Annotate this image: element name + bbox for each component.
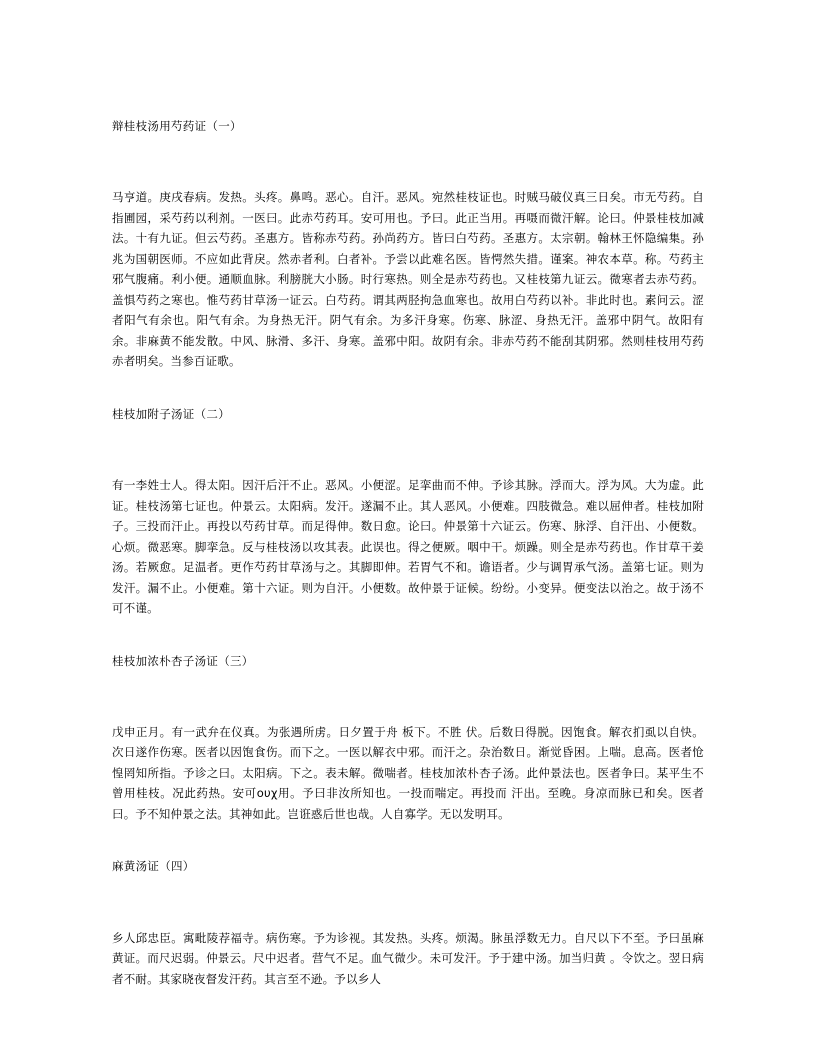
section-2 xyxy=(112,406,704,619)
section-1 xyxy=(112,118,704,372)
section-heading: 辩桂枝汤用芍药证（一） xyxy=(112,119,242,133)
section-heading: 桂枝加附子汤证（二） xyxy=(112,406,230,421)
section-body: 乡人邱忠臣。寓毗陵荐福寺。病伤寒。予为诊视。其发热。头疼。烦渴。脉虽浮数无力。自尺以下不至。予曰虽麻黄证。而尺迟弱。仲景云。尺中迟者。营气不足。血气微少。未可发汗。予于建中汤。加当归黄 。令饮之。翌日病者不耐。其家晓夜督发汗药。其言至不逊。予以乡人 xyxy=(112,930,704,986)
section-heading: 桂枝加浓朴杏子汤证（三） xyxy=(112,653,254,668)
section-body: 有一李姓士人。得太阳。因汗后汗不止。恶风。小便涩。足挛曲而不伸。予诊其脉。浮而大。浮为风。大为虚。此证。桂枝汤第七证也。仲景云。太阳病。发汗。遂漏不止。其人恶风。小便难。四肢微急。难以屈伸者。桂枝加附子。三投而汗止。再投以芍药甘草。而足得伸。数日愈。论曰。仲景第十六证云。伤寒、脉浮、自汗出、小便数。心烦。微恶寒。脚挛急。反与桂枝汤以攻其表。此误也。得之便厥。咽中干。烦躁。则全是赤芍药也。作甘草干姜汤。若厥愈。足温者。更作芍药甘草汤与之。其脚即伸。若胃气不和。谵语者。少与调胃承气汤。盖第七证。则为发汗。漏不止。小便难。第十六证。则为自汗。小便数。故仲景于证候。纷纷。小变异。便变法以治之。故于汤不可不谨。 xyxy=(112,478,704,615)
section-heading: 麻黄汤证（四） xyxy=(112,859,195,874)
section-body: 戊申正月。有一武弁在仪真。为张遇所虏。日夕置于舟 板下。不胜 伏。后数日得脱。因饱食。解衣扪虱以自快。次日遂作伤寒。医者以因饱食伤。而下之。一医以解衣中邪。而汗之。杂治数日。渐觉昏困。上喘。息高。医者怆惶罔知所指。予诊之曰。太阳病。下之。表未解。微喘者。桂枝加浓朴杏子汤。此仲景法也。医者争曰。某平生不曾用桂枝。况此药热。安可ουχ用。予曰非汝所知也。一投而喘定。再投而 汗出。至晚。身凉而脉已和矣。医者曰。予不知仲景之法。其神如此。岂诳惑后世也哉。人自寡学。无以发明耳。 xyxy=(112,724,704,821)
section-body: 马亨道。庚戌春病。发热。头疼。鼻鸣。恶心。自汗。恶风。宛然桂枝证也。时贼马破仪真三日矣。市无芍药。自指圃园，采芍药以利剂。一医曰。此赤芍药耳。安可用也。予曰。此正当用。再嗫而微汗解。论曰。仲景桂枝加减法。十有九证。但云芍药。圣惠方。皆称赤芍药。孙尚药方。皆曰白芍药。圣惠方。太宗朝。翰林王怀隐编集。孙兆为国朝医师。不应如此背戾。然赤者利。白者补。予尝以此难名医。皆愕然失措。谨案。神农本草。称。芍药主邪气腹痛。利小便。通顺血脉。利膀胱大小肠。时行寒热。则全是赤芍药也。又桂枝第九证云。微寒者去赤芍药。盖惧芍药之寒也。惟芍药甘草汤一证云。白芍药。谓其两胫拘急血寒也。故用白芍药以补。非此时也。素问云。涩者阳气有余也。阳气有余。为身热无汗。阴气有余。为多汗身寒。伤寒、脉涩、身热无汗。盖邪中阴气。故阳有余。非麻黄不能发散。中风、脉滑、多汗、身寒。盖邪中阳。故阴有余。非赤芍药不能刮其阴邪。然则桂枝用芍药赤者明矣。当参百证歌。 xyxy=(112,190,704,369)
section-4 xyxy=(112,858,704,989)
section-3 xyxy=(112,653,704,825)
